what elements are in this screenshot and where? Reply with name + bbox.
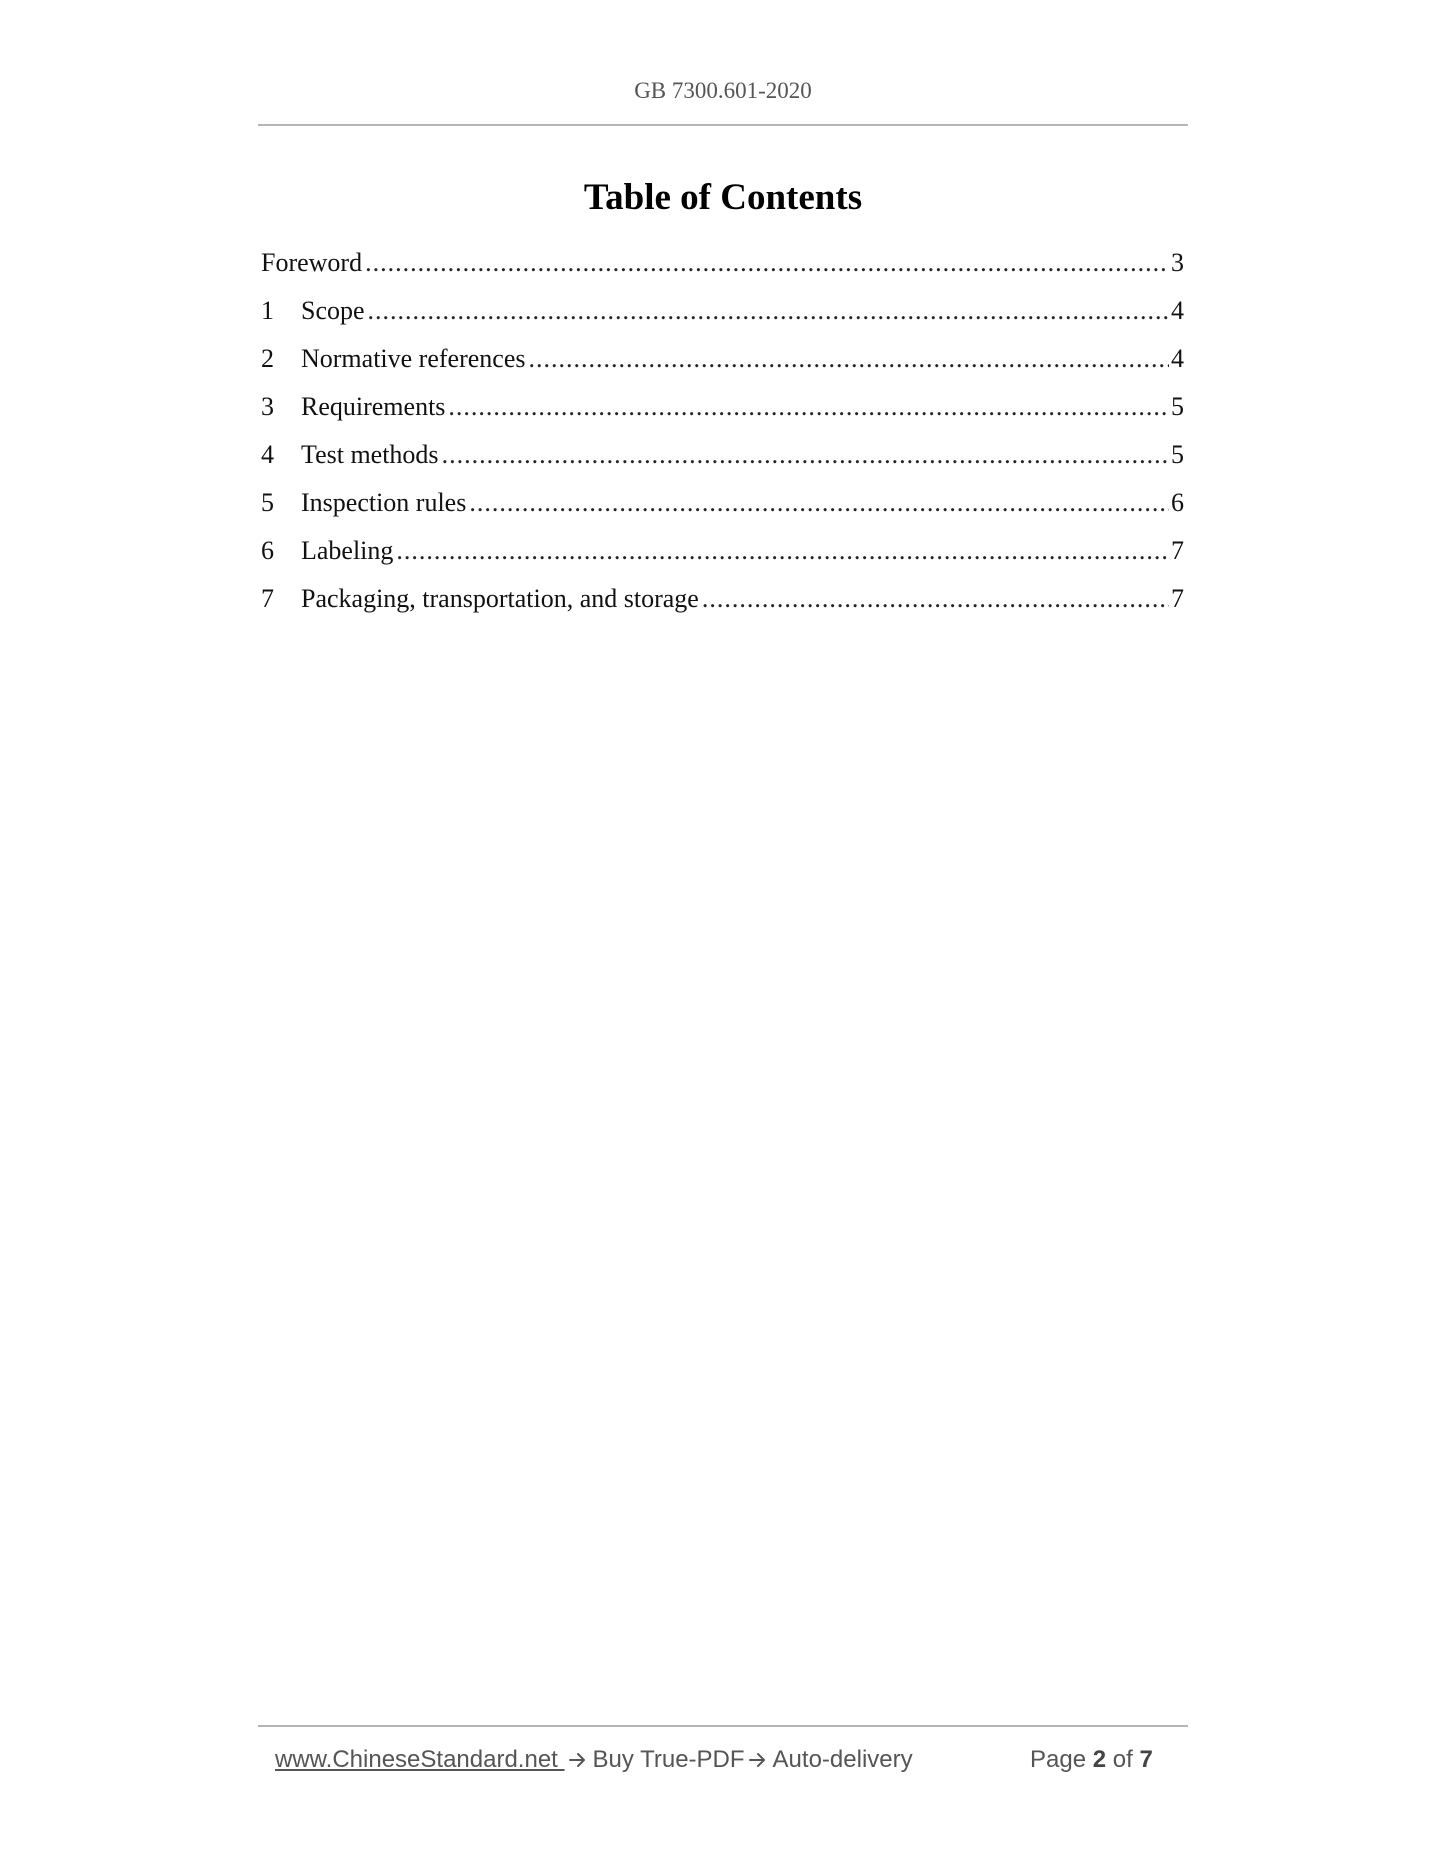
toc-entry-number: 3: [261, 392, 274, 421]
toc-entry-label: Foreword: [261, 248, 363, 277]
auto-delivery-text: Auto-delivery: [772, 1746, 913, 1773]
toc-entry-label: Test methods: [301, 440, 439, 469]
toc-entry-test-methods[interactable]: [261, 440, 1184, 488]
page-word: Page: [1030, 1746, 1087, 1773]
toc-entry-inspection-rules[interactable]: [261, 488, 1184, 536]
toc-title: Table of Contents: [583, 177, 863, 218]
toc-entry-foreword[interactable]: [261, 248, 1184, 296]
toc-entry-labeling[interactable]: [261, 536, 1184, 584]
toc-entry-label: Packaging, transportation, and storage: [301, 584, 699, 613]
toc-entry-number: 1: [261, 296, 274, 325]
toc-entry-scope[interactable]: [261, 296, 1184, 344]
toc-entry-number: 2: [261, 344, 274, 373]
toc-entry-label: Requirements: [301, 392, 446, 421]
toc-entry-label: Scope: [301, 296, 365, 325]
total-pages-number: 7: [1139, 1746, 1153, 1773]
toc-dot-leader: [528, 344, 1169, 374]
toc-entry-page: 4: [1171, 296, 1184, 325]
toc-dot-leader: [442, 440, 1169, 470]
toc-entry-packaging[interactable]: [261, 584, 1184, 632]
toc-dot-leader: [365, 248, 1169, 278]
document-header-code: GB 7300.601-2020: [634, 78, 812, 103]
right-arrow-icon: [569, 1752, 587, 1768]
toc-dot-leader: [469, 488, 1169, 518]
buy-pdf-text: Buy True-PDF: [592, 1746, 745, 1773]
toc-dot-leader: [448, 392, 1169, 422]
toc-entry-normative-references[interactable]: [261, 344, 1184, 392]
website-link[interactable]: www.ChineseStandard.net: [275, 1746, 565, 1773]
toc-entry-page: 5: [1171, 440, 1184, 469]
toc-entry-label: Labeling: [301, 536, 394, 565]
toc-entry-label: Inspection rules: [301, 488, 467, 517]
toc-entry-requirements[interactable]: [261, 392, 1184, 440]
toc-dot-leader: [396, 536, 1169, 566]
toc-entry-number: 6: [261, 536, 274, 565]
toc-entry-label: Normative references: [301, 344, 526, 373]
footer-divider: [258, 1725, 1188, 1727]
toc-entry-page: 6: [1171, 488, 1184, 517]
page-of-word: of: [1112, 1746, 1133, 1773]
toc-entry-number: 7: [261, 584, 274, 613]
table-of-contents: [261, 248, 1184, 632]
toc-dot-leader: [368, 296, 1169, 326]
page-indicator: [1030, 1746, 1153, 1774]
current-page-number: 2: [1092, 1746, 1107, 1773]
toc-entry-number: 5: [261, 488, 274, 517]
toc-entry-page: 5: [1171, 392, 1184, 421]
header-divider: [258, 124, 1188, 126]
toc-entry-page: 3: [1171, 248, 1184, 277]
toc-entry-number: 4: [261, 440, 274, 469]
toc-entry-page: 7: [1171, 584, 1184, 613]
toc-entry-page: 4: [1171, 344, 1184, 373]
footer-promo: [275, 1746, 913, 1774]
right-arrow-icon: [749, 1752, 767, 1768]
toc-dot-leader: [702, 584, 1169, 614]
toc-entry-page: 7: [1171, 536, 1184, 565]
